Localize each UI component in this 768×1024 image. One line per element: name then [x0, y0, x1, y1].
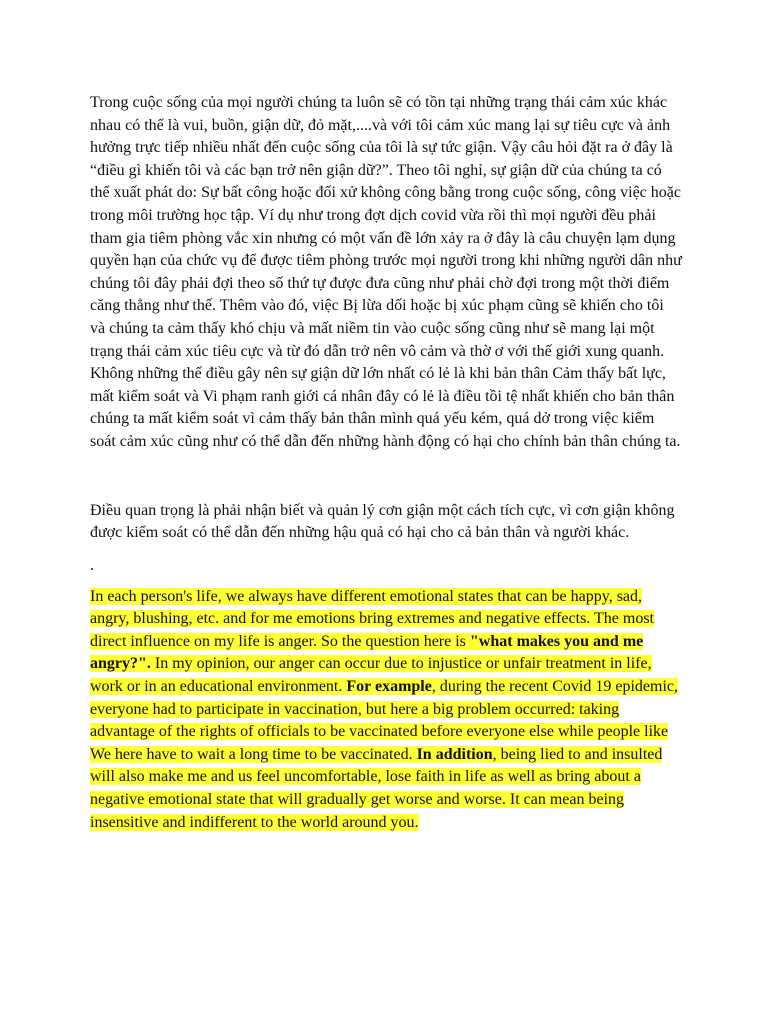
- paragraph-vietnamese-1: Trong cuộc sống của mọi người chúng ta luôn sẽ có tồn tại những trạng thái cảm xúc khác nhau có thể là vui, buồn, giận dữ, đỏ mặt,....và với tôi cảm xúc mang lại sự tiêu cực và ảnh hưởng trực tiếp nhiều nhất đến cuộc sống của tôi là sự tức giận. Vậy câu hỏi đặt ra ở đây là “điều gì khiến tôi và các bạn trở nên giận dữ?”. Theo tôi nghỉ, sự giận dữ của chúng ta có thể xuất phát do: Sự bất công hoặc đối xử không công bằng trong cuộc sống, công việc hoặc trong môi trường học tập. Ví dụ như trong đợt dịch covid vừa rồi thì mọi người đều phải tham gia tiêm phòng vắc xin nhưng có một vấn đề lớn xảy ra ở đây là câu chuyện lạm dụng quyền hạn của chức vụ để được tiêm phòng trước mọi người trong khi những người dân như chúng tôi đây phải đợi theo số thứ tự được đưa cũng như phải chờ đợi trong một thời điểm căng thẳng như thế. Thêm vào đó, việc Bị lừa dối hoặc bị xúc phạm cũng sẽ khiến cho tôi và chúng ta cảm thấy khó chịu và mất niềm tin vào cuộc sống cũng như sẽ mang lại một trạng thái cảm xúc tiêu cực và từ đó dẫn trở nên vô cảm và thờ ơ với thế giới xung quanh. Không những thế điều gây nên sự giận dữ lớn nhất có lẻ là khi bản thân Cảm thấy bất lực, mất kiểm soát và Vi phạm ranh giới cá nhân đây có lẻ là điều tồi tệ nhất khiến cho bản thân chúng ta mất kiểm soát vì cảm thấy bản thân mình quá yếu kém, quá dở trong việc kiểm soát cảm xúc cũng như có thể dẫn đến những hành động có hại cho chính bản thân chúng ta.: [90, 94, 682, 450]
- english-text-part-1: In each person's life, we always have different emotional states that can be happy, sad, angry, blushing, etc. and for me emotions bring extremes and negative effects. The most direct influence on my life is anger. So the question here is: [90, 587, 654, 650]
- english-bold-in-addition: In addition: [416, 745, 493, 763]
- paragraph-english: [90, 586, 682, 835]
- highlighted-text: [90, 588, 678, 831]
- document-page: [90, 92, 682, 834]
- paragraph-vietnamese-2: Điều quan trọng là phải nhận biết và quản lý cơn giận một cách tích cực, vì cơn giận không được kiểm soát có thể dẫn đến những hậu quả có hại cho cả bản thân và người khác.: [90, 501, 675, 542]
- english-text-part-2: In my opinion, our anger can occur due to injustice or unfair treatment in life, work or in an educational environment.: [90, 655, 652, 696]
- english-bold-question: "what makes you and me angry?".: [90, 632, 644, 673]
- english-text-part-3: , during the recent Covid 19 epidemic, everyone had to participate in vaccination, but here a big problem occurred: taking advantage of the rights of officials to be vaccinated before everyone else while people like We here have to wait a long time to be vaccinated.: [90, 678, 678, 763]
- separator-dot: .: [90, 556, 94, 574]
- english-text-part-4: , being lied to and insulted will also make me and us feel uncomfortable, lose faith in life as well as bring about a negative emotional state that will gradually get worse and worse. It can mean being insensitive and indifferent to the world around you.: [90, 745, 663, 831]
- english-bold-for-example: For example: [346, 678, 432, 696]
